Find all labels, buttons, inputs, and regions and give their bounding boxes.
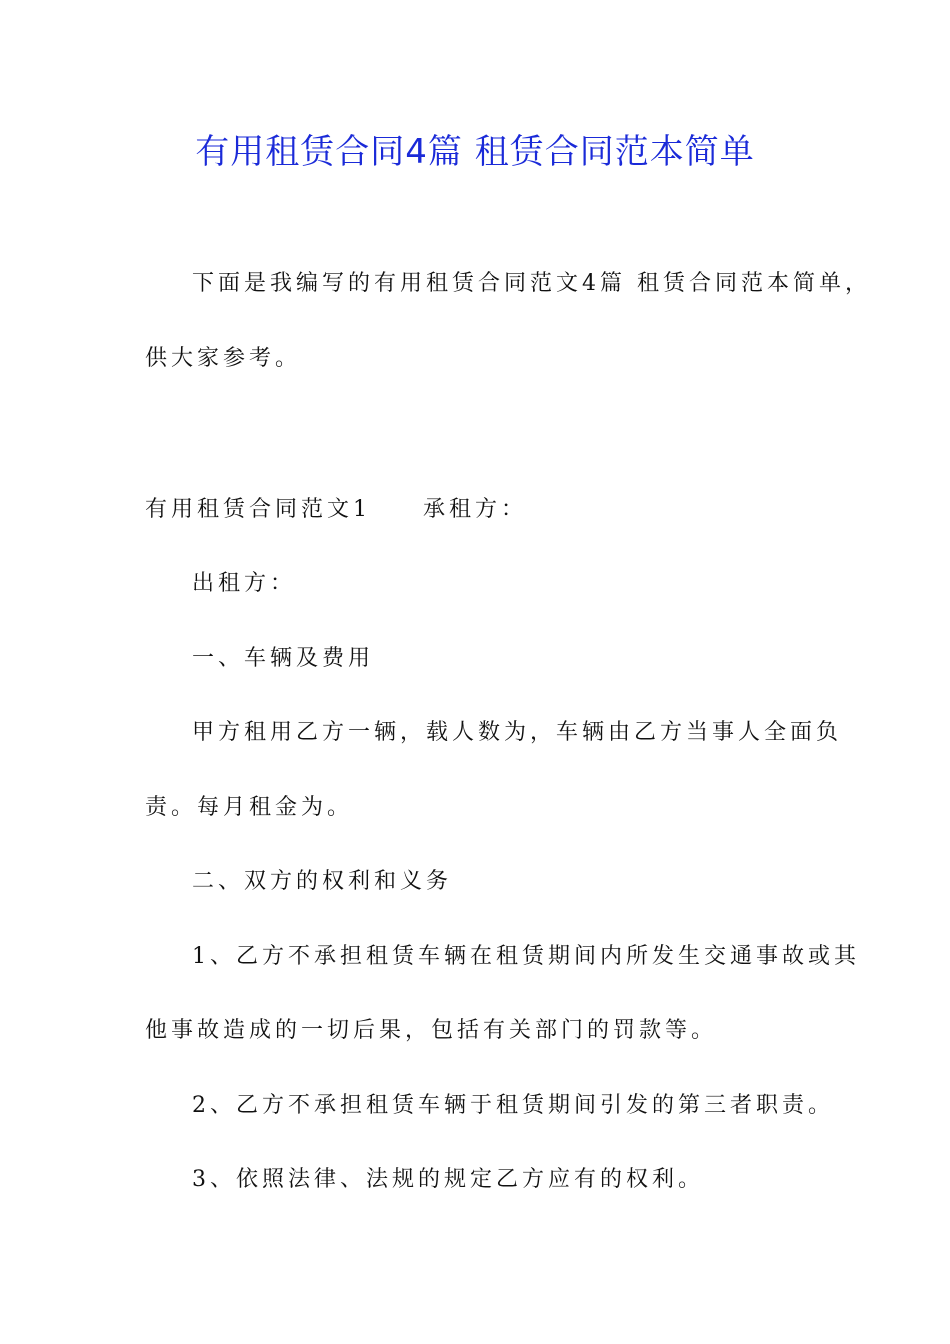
section-heading-row <box>145 493 527 527</box>
lessor-label: 出租方： <box>192 571 297 596</box>
item1-text-line-2: 责。每月租金为。 <box>145 795 354 820</box>
clause1-line-2: 他事故造成的一切后果，包括有关部门的罚款等。 <box>145 1018 718 1043</box>
item2-heading: 二、双方的权利和义务 <box>192 869 453 894</box>
clause3: 3、依照法律、法规的规定乙方应有的权利。 <box>192 1167 704 1192</box>
lessee-label: 承租方： <box>423 497 528 522</box>
intro-line-2: 供大家参考。 <box>145 346 302 371</box>
item1-heading: 一、车辆及费用 <box>192 646 375 671</box>
clause1-line-1: 1、乙方不承担租赁车辆在租赁期间内所发生交通事故或其 <box>192 944 860 969</box>
clause2: 2、乙方不承担租赁车辆于租赁期间引发的第三者职责。 <box>192 1093 834 1118</box>
intro-line-1: 下面是我编写的有用租赁合同范文4篇 租赁合同范本简单， <box>192 271 871 296</box>
document-title: 有用租赁合同4篇 租赁合同范本简单 <box>195 132 755 172</box>
item1-text-line-1: 甲方租用乙方一辆，载人数为，车辆由乙方当事人全面负 <box>192 720 843 745</box>
section-heading: 有用租赁合同范文1 <box>145 497 371 522</box>
